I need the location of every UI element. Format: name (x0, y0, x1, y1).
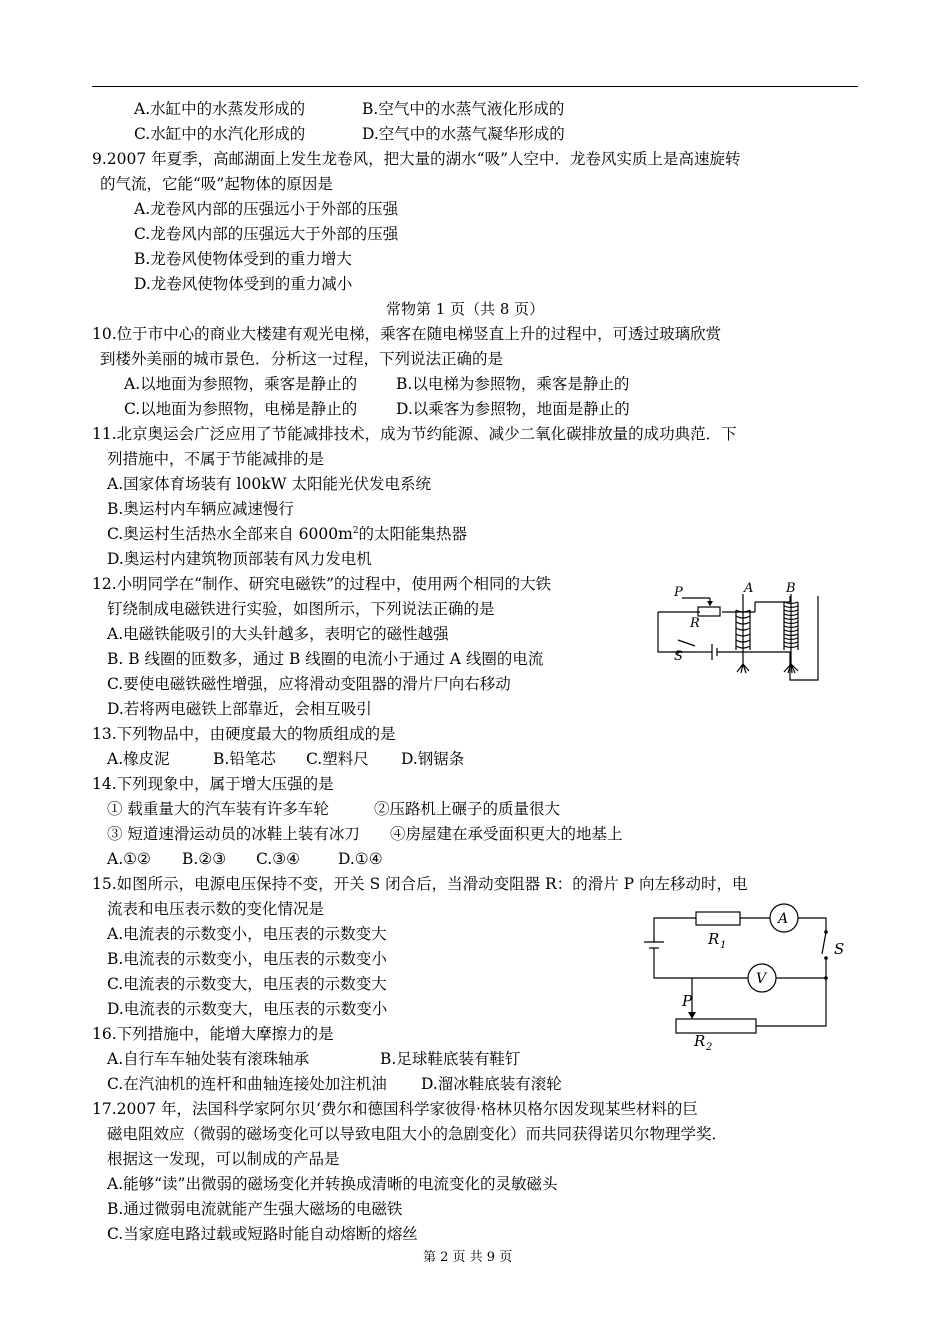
q12-option-b: B. B 线圈的匝数多，通过 B 线圈的电流小于通过 A 线圈的电流 (107, 650, 544, 668)
q8-option-d: D.空气中的水蒸气凝华形成的 (362, 125, 565, 143)
q12-fig-label-a: A (744, 581, 754, 596)
q13-option-d: D.钢锯条 (401, 750, 465, 768)
q15-circuit-figure (636, 902, 856, 1053)
q11-option-c-superscript: 2 (352, 526, 359, 536)
q11-option-a: A.国家体育场装有 l00kW 太阳能光伏发电系统 (107, 475, 431, 493)
q10-stem-line1: 10.位于市中心的商业大楼建有观光电梯，乘客在随电梯竖直上升的过程中，可透过玻璃欣赏 (92, 325, 722, 343)
q9-stem-line2: 的气流，它能“吸”起物体的原因是 (100, 175, 333, 193)
q14-item-3: ③ 短道速滑运动员的冰鞋上装有冰刀 (107, 825, 360, 843)
q16-option-a: A.自行车车轴处装有滚珠轴承 (107, 1050, 310, 1068)
q15-fig-r2-label: R (694, 1032, 706, 1050)
q16-option-c: C.在汽油机的连杆和曲轴连接处加注机油 (107, 1075, 387, 1093)
q15-fig-r1-label: R (708, 930, 720, 948)
q8-option-b: B.空气中的水蒸气液化形成的 (362, 100, 565, 118)
header-rule (92, 86, 858, 87)
q10-option-c: C.以地面为参照物，电梯是静止的 (124, 400, 358, 418)
q15-option-a: A.电流表的示数变小，电压表的示数变大 (107, 925, 387, 943)
q17-option-c: C.当家庭电路过载或短路时能自动熔断的熔丝 (107, 1225, 418, 1243)
q10-stem-line2: 到楼外美丽的城市景色．分析这一过程，下列说法正确的是 (100, 350, 504, 368)
q14-option-d: D.①④ (338, 850, 383, 868)
q12-fig-label-r: R (690, 616, 700, 631)
q15-stem-line1: 15.如图所示，电源电压保持不变，开关 S 闭合后，当滑动变阻器 R：的滑片 P 向左移动时，电 (92, 875, 748, 893)
q9-option-a: A.龙卷风内部的压强远小于外部的压强 (134, 200, 399, 218)
q11-option-b: B.奥运村内车辆应减速慢行 (107, 500, 294, 518)
q14-option-b: B.②③ (182, 850, 227, 868)
q15-fig-r1-subscript: 1 (720, 940, 727, 951)
q15-option-b: B.电流表的示数变小，电压表的示数变小 (107, 950, 387, 968)
q16-option-d: D.溜冰鞋底装有滚轮 (421, 1075, 562, 1093)
q13-option-c: C.塑料尺 (306, 750, 369, 768)
q12-option-a: A.电磁铁能吸引的大头针越多，表明它的磁性越强 (107, 625, 449, 643)
q12-fig-label-b: B (786, 581, 796, 596)
q8-option-c: C.水缸中的水汽化形成的 (134, 125, 306, 143)
q15-fig-ammeter-label: A (778, 911, 789, 927)
q12-option-c: C.要使电磁铁磁性增强，应将滑动变阻器的滑片尸向右移动 (107, 675, 511, 693)
q9-option-d: D.龙卷风使物体受到的重力减小 (134, 275, 353, 293)
q13-option-a: A.橡皮泥 (107, 750, 170, 768)
q14-item-4: ④房屋建在承受面积更大的地基上 (390, 825, 623, 843)
q16-option-b: B.足球鞋底装有鞋钉 (380, 1050, 521, 1068)
q15-fig-p-label: P (682, 992, 693, 1010)
q8-option-a: A.水缸中的水蒸发形成的 (134, 100, 306, 118)
q11-stem-line2: 列措施中，不属于节能减排的是 (107, 450, 325, 468)
q14-option-c: C.③④ (256, 850, 301, 868)
q15-option-d: D.电流表的示数变大，电压表的示数变小 (107, 1000, 388, 1018)
q14-option-a: A.①② (107, 850, 151, 868)
q12-stem-line1: 12.小明同学在“制作、研究电磁铁”的过程中，使用两个相同的大铁 (92, 575, 552, 593)
q15-fig-voltmeter-label: V (756, 971, 767, 987)
q12-fig-label-s: S (674, 649, 683, 664)
q15-fig-switch-label: S (834, 940, 845, 958)
page1-label: 常物第 1 页（共 8 页） (386, 300, 545, 318)
q14-stem: 14.下列现象中，属于增大压强的是 (92, 775, 334, 793)
q10-option-b: B.以电梯为参照物，乘客是静止的 (396, 375, 630, 393)
q10-option-d: D.以乘客为参照物，地面是静止的 (396, 400, 630, 418)
q15-fig-r2-subscript: 2 (706, 1042, 713, 1053)
q12-electromagnet-circuit-figure (650, 580, 830, 685)
q10-option-a: A.以地面为参照物，乘客是静止的 (124, 375, 358, 393)
q9-option-b: B.龙卷风使物体受到的重力增大 (134, 250, 352, 268)
q12-fig-label-p: P (674, 585, 683, 600)
q11-option-c-suffix: 的太阳能集热器 (358, 525, 468, 543)
q11-option-c-text: C.奥运村生活热水全部来自 6000m (107, 525, 353, 543)
q13-option-b: B.铅笔芯 (213, 750, 276, 768)
q14-item-2: ②压路机上碾子的质量很大 (374, 800, 561, 818)
page-footer: 第 2 页 共 9 页 (423, 1250, 513, 1265)
q11-stem-line1: 11.北京奥运会广泛应用了节能减排技术，成为节约能源、减少二氧化碳排放量的成功典范．下 (92, 425, 737, 443)
q9-option-c: C.龙卷风内部的压强远大于外部的压强 (134, 225, 399, 243)
q9-stem-line1: 9.2007 年夏季，高邮湖面上发生龙卷风，把大量的湖水“吸”人空中．龙卷风实质上是高速旋转 (92, 150, 741, 168)
q15-stem-line2: 流表和电压表示数的变化情况是 (107, 900, 325, 918)
q14-item-1: ① 载重量大的汽车装有许多车轮 (107, 800, 329, 818)
q13-stem: 13.下列物品中，由硬度最大的物质组成的是 (92, 725, 396, 743)
q17-stem-line3: 根据这一发现，可以制成的产品是 (107, 1150, 340, 1168)
q16-stem: 16.下列措施中，能增大摩擦力的是 (92, 1025, 334, 1043)
q15-option-c: C.电流表的示数变大，电压表的示数变大 (107, 975, 387, 993)
q12-stem-line2: 钉绕制成电磁铁进行实验，如图所示，下列说法正确的是 (107, 600, 495, 618)
q11-option-d: D.奥运村内建筑物顶部装有风力发电机 (107, 550, 372, 568)
q17-stem-line1: 17.2007 年，法国科学家阿尔贝‘费尔和德国科学家彼得·格林贝格尔因发现某些材料的巨 (92, 1100, 698, 1118)
q11-option-c (107, 524, 467, 544)
q17-option-a: A.能够“读”出微弱的磁场变化并转换成清晰的电流变化的灵敏磁头 (107, 1175, 558, 1193)
q17-stem-line2: 磁电阻效应（微弱的磁场变化可以导致电阻大小的急剧变化）而共同获得诺贝尔物理学奖． (107, 1125, 728, 1143)
q17-option-b: B.通过微弱电流就能产生强大磁场的电磁铁 (107, 1200, 403, 1218)
q12-option-d: D.若将两电磁铁上部靠近，会相互吸引 (107, 700, 372, 718)
